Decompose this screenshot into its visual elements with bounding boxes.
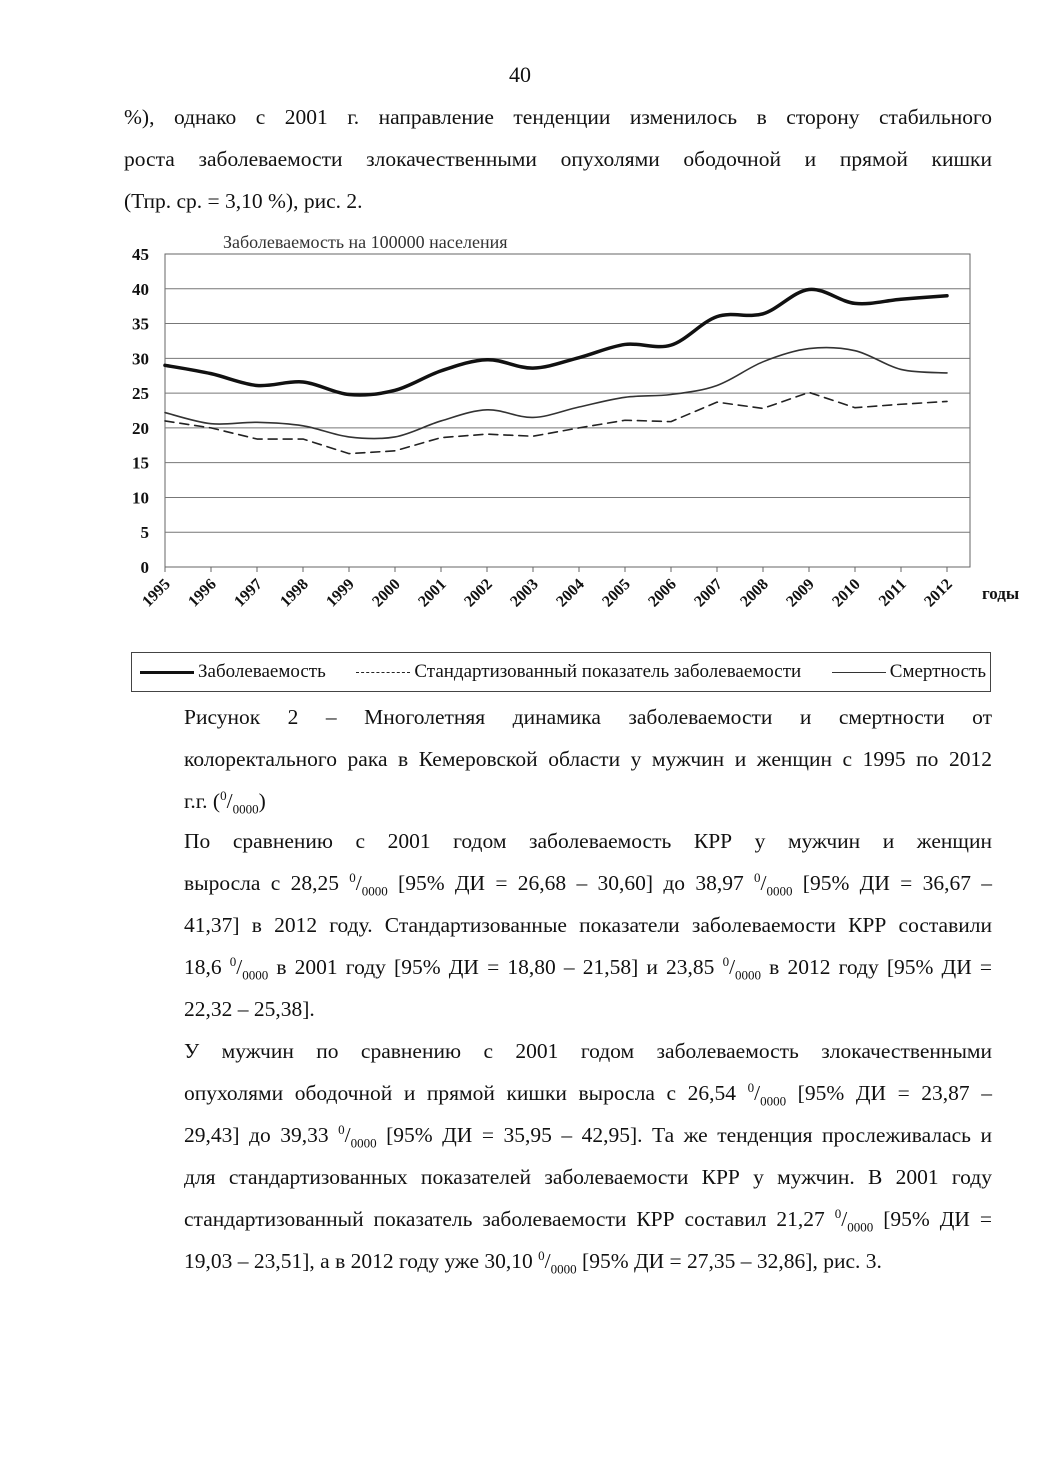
x-tick-label: 2005 bbox=[599, 575, 634, 611]
text-line: выросла с 28,25 $^0/_{0000}$ [95% ДИ = 26,68 – 30,60] до 38,97 $^0/_{0000}$ [95% ДИ = 36,67 – bbox=[184, 869, 992, 899]
text-line: У мужчин по сравнению с 2001 годом заболеваемость злокачественными bbox=[184, 1039, 992, 1063]
text-line: роста заболеваемости злокачественными опухолями ободочной и прямой кишки bbox=[124, 147, 992, 171]
text-line: 22,32 – 25,38]. bbox=[184, 997, 315, 1021]
x-tick-label: 1995 bbox=[139, 575, 174, 611]
x-tick-label: 1997 bbox=[231, 575, 266, 611]
y-tick-label: 45 bbox=[132, 245, 149, 264]
x-tick-label: 2010 bbox=[829, 575, 864, 611]
intro-paragraph bbox=[124, 96, 992, 222]
legend-label: Заболеваемость bbox=[198, 661, 326, 682]
x-tick-label: 2008 bbox=[737, 575, 772, 611]
figure-caption bbox=[124, 696, 992, 822]
y-tick-label: 30 bbox=[132, 349, 149, 369]
text-line: По сравнению с 2001 годом заболеваемость КРР у мужчин и женщин bbox=[184, 829, 992, 853]
text-line: (Тпр. ср. = 3,10 %), рис. 2. bbox=[124, 189, 363, 213]
body-paragraph-1 bbox=[124, 820, 992, 1030]
y-tick-label: 15 bbox=[132, 453, 149, 473]
text-line: 19,03 – 23,51], а в 2012 году уже 30,10 $^0/_{0000}$ [95% ДИ = 27,35 – 32,86], рис. 3. bbox=[184, 1247, 882, 1277]
legend-item-mortality bbox=[832, 661, 986, 683]
chart-title: Заболеваемость на 100000 населения bbox=[223, 232, 508, 252]
y-tick-label: 40 bbox=[132, 279, 149, 299]
y-tick-label: 0 bbox=[140, 558, 149, 577]
y-tick-label: 25 bbox=[132, 384, 149, 404]
x-tick-label: 2006 bbox=[645, 575, 680, 611]
text-line: %), однако с 2001 г. направление тенденции изменилось в сторону стабильного bbox=[124, 105, 992, 129]
legend-dashed-line-icon bbox=[356, 672, 410, 673]
text-line: 41,37] в 2012 году. Стандартизованные показатели заболеваемости КРР составили bbox=[184, 913, 992, 937]
text-line: г.г. $(^0/_{0000})$ bbox=[184, 787, 266, 817]
x-tick-label: 2003 bbox=[507, 575, 542, 611]
text-line: для стандартизованных показателей заболеваемости КРР у мужчин. В 2001 году bbox=[184, 1165, 992, 1189]
y-tick-label: 10 bbox=[132, 488, 149, 508]
text-line: опухолями ободочной и прямой кишки выросла с 26,54 $^0/_{0000}$ [95% ДИ = 23,87 – bbox=[184, 1079, 993, 1109]
legend-thin-line-icon bbox=[832, 672, 886, 673]
legend-thick-line-icon bbox=[140, 671, 194, 674]
x-tick-label: 2007 bbox=[691, 575, 726, 611]
x-axis-label: годы bbox=[982, 584, 1020, 603]
x-tick-label: 1996 bbox=[185, 575, 220, 611]
chart-legend bbox=[131, 652, 991, 692]
legend-item-standardized bbox=[356, 661, 801, 683]
text-line: 18,6 $^0/_{0000}$ в 2001 году [95% ДИ = 18,80 – 21,58] и 23,85 $^0/_{0000}$ в 2012 году [95% ДИ = bbox=[184, 953, 992, 983]
y-tick-label: 20 bbox=[132, 418, 149, 438]
legend-label: Смертность bbox=[889, 661, 986, 682]
text-line: колоректального рака в Кемеровской области у мужчин и женщин с 1995 по 2012 bbox=[184, 747, 992, 771]
x-tick-label: 2009 bbox=[783, 575, 818, 611]
x-tick-label: 1998 bbox=[277, 575, 312, 611]
y-tick-label: 5 bbox=[140, 523, 149, 543]
body-paragraph-2 bbox=[124, 1030, 992, 1282]
x-tick-label: 2004 bbox=[553, 575, 588, 611]
x-tick-label: 2000 bbox=[369, 575, 404, 611]
x-tick-label: 2012 bbox=[921, 575, 956, 611]
x-tick-label: 2011 bbox=[875, 575, 910, 610]
text-line: Рисунок 2 – Многолетняя динамика заболеваемости и смертности от bbox=[184, 705, 992, 729]
x-tick-label: 1999 bbox=[323, 575, 358, 611]
x-tick-label: 2002 bbox=[461, 575, 496, 611]
incidence-line-chart bbox=[120, 228, 1020, 648]
text-line: стандартизованный показатель заболеваемости КРР составил 21,27 $^0/_{0000}$ [95% ДИ = bbox=[184, 1205, 992, 1235]
legend-item-incidence bbox=[140, 661, 326, 683]
x-tick-label: 2001 bbox=[415, 575, 450, 611]
y-tick-label: 35 bbox=[132, 314, 149, 334]
text-line: 29,43] до 39,33 $^0/_{0000}$ [95% ДИ = 35,95 – 42,95]. Та же тенденция прослеживалась и bbox=[184, 1121, 992, 1151]
page-number: 40 bbox=[509, 62, 531, 87]
legend-label: Стандартизованный показатель заболеваемости bbox=[414, 661, 802, 682]
